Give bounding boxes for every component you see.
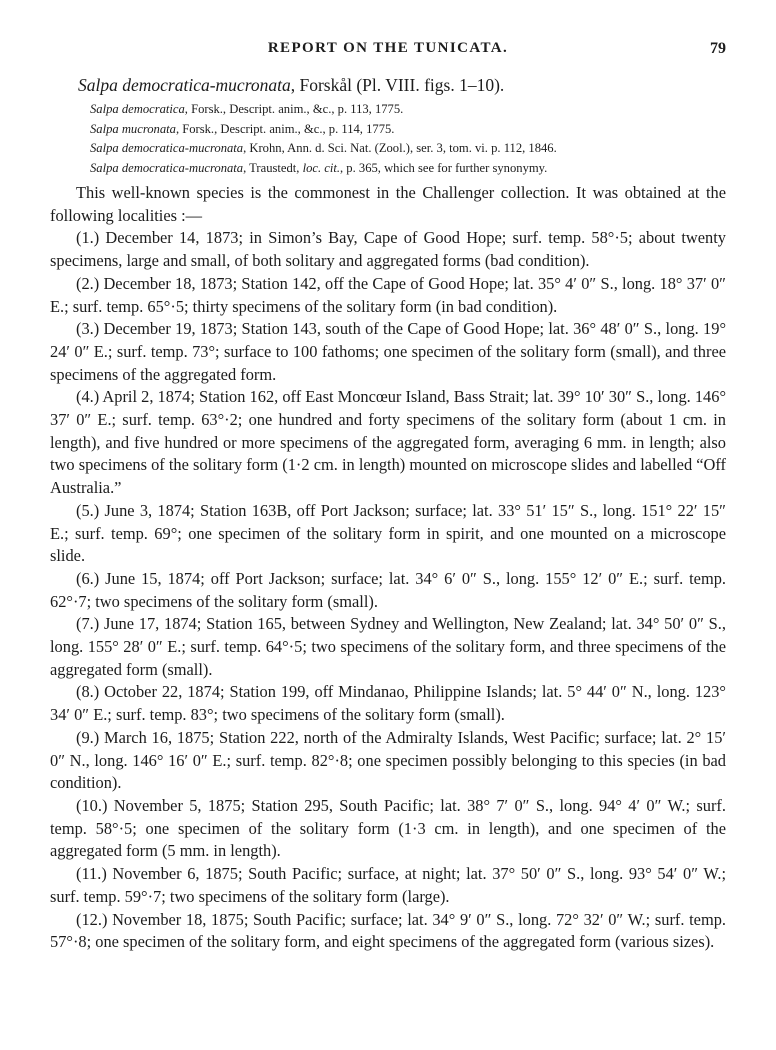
locality-4: (4.) April 2, 1874; Station 162, off East Moncœur Island, Bass Strait; lat. 39° 10′ 30″ S., long. 146° 37′ 0″ E.; surf. temp. 63°·2; one hundred and forty specimens of the solitary form (about 1 cm. in length), and five hundred or more specimens of the aggregated form, averaging 6 mm. in length; also two specimens of the solitary form (1·2 cm. in length) mounted on microscope slides and labelled “Off Australia.” [50, 387, 726, 498]
running-title: REPORT ON THE TUNICATA. [267, 40, 509, 56]
locality-10: (10.) November 5, 1875; Station 295, South Pacific; lat. 38° 7′ 0″ S., long. 94° 4′ 0″ W.; surf. temp. 58°·5; one specimen of the solitary form (1·3 cm. in length), and one specimen of the aggregated form (5 mm. in length). [50, 795, 726, 861]
locality-12: (12.) November 18, 1875; South Pacific; surface; lat. 34° 9′ 0″ S., long. 72° 32′ 0″ W.; surf. temp. 57°·8; one specimen of the solitary form, and eight specimens of the aggregated form (various sizes). [50, 909, 726, 952]
locality-1: (1.) December 14, 1873; in Simon’s Bay, Cape of Good Hope; surf. temp. 58°·5; about twenty specimens, large and small, of both solitary and aggregated forms (bad condition). [50, 228, 726, 271]
synonym-reference: , Forsk., Descript. anim., &c., p. 114, 1775. [175, 121, 395, 136]
running-head [50, 40, 726, 68]
synonym-reference: , Krohn, Ann. d. Sci. Nat. (Zool.), ser. 3, tom. vi. p. 112, 1846. [243, 141, 557, 155]
synonymy-entry [90, 100, 726, 120]
locality-2: (2.) December 18, 1873; Station 142, off the Cape of Good Hope; lat. 35° 4′ 0″ S., long. 18° 37′ 0″ E.; surf. temp. 65°·5; thirty specimens of the solitary form (in bad condition). [50, 273, 726, 316]
locality-11: (11.) November 6, 1875; South Pacific; surface, at night; lat. 37° 50′ 0″ S., long. 93° 54′ 0″ W.; surf. temp. 59°·7; two specimens of the solitary form (large). [50, 864, 726, 906]
species-name: Salpa democratica-mucronata [78, 75, 291, 95]
page [50, 40, 726, 954]
synonymy-entry [90, 159, 726, 179]
synonym-loc-cit: loc. cit. [302, 160, 340, 175]
locality-8: (8.) October 22, 1874; Station 199, off Mindanao, Philippine Islands; lat. 5° 44′ 0″ N., long. 123° 34′ 0″ E.; surf. temp. 83°; two specimens of the solitary form (small). [50, 682, 726, 725]
synonym-name: Salpa democratica [90, 102, 185, 116]
locality-9: (9.) March 16, 1875; Station 222, north of the Admiralty Islands, West Pacific; surface; lat. 2° 15′ 0″ N., long. 146° 16′ 0″ E.; surf. temp. 82°·8; one specimen possibly belonging to this species (in bad condition). [50, 727, 726, 793]
locality-7: (7.) June 17, 1874; Station 165, between Sydney and Wellington, New Zealand; lat. 34° 50′ 0″ S., long. 155° 28′ 0″ E.; surf. temp. 64°·5; two specimens of the solitary form, and three specimens of the aggregated form (small). [50, 614, 726, 679]
synonym-name: Salpa democratica-mucronata [90, 160, 244, 175]
species-heading [78, 74, 726, 96]
synonymy-entry [90, 139, 726, 159]
intro-paragraph: This well-known species is the commonest in the Challenger collection. It was obtained at the following localities :— [50, 183, 726, 225]
synonym-reference: , Traustedt, [243, 160, 303, 175]
synonym-reference-end: , p. 365, which see for further synonymy. [340, 160, 548, 175]
synonym-name: Salpa democratica-mucronata [90, 141, 244, 155]
locality-6: (6.) June 15, 1874; off Port Jackson; surface; lat. 34° 6′ 0″ S., long. 155° 12′ 0″ E.; surf. temp. 62°·7; two specimens of the solitary form (small). [50, 568, 726, 611]
synonym-name: Salpa mucronata [90, 121, 176, 136]
locality-3: (3.) December 19, 1873; Station 143, south of the Cape of Good Hope; lat. 36° 48′ 0″ S., long. 19° 24′ 0″ E.; surf. temp. 73°; surface to 100 fathoms; one specimen of the solitary form (small), and three specimens of the aggregated form. [50, 319, 726, 384]
species-heading-rest: , Forskål (Pl. VIII. figs. 1–10). [290, 75, 505, 95]
synonymy-list [90, 100, 726, 178]
synonymy-entry [90, 120, 726, 140]
page-number: 79 [710, 40, 726, 57]
locality-5: (5.) June 3, 1874; Station 163B, off Port Jackson; surface; lat. 33° 51′ 15″ S., long. 151° 22′ 15″ E.; surf. temp. 69°; one specimen of the solitary form in spirit, and one mounted on a microscope slide. [50, 500, 726, 566]
synonym-reference: , Forsk., Descript. anim., &c., p. 113, 1775. [184, 102, 404, 116]
